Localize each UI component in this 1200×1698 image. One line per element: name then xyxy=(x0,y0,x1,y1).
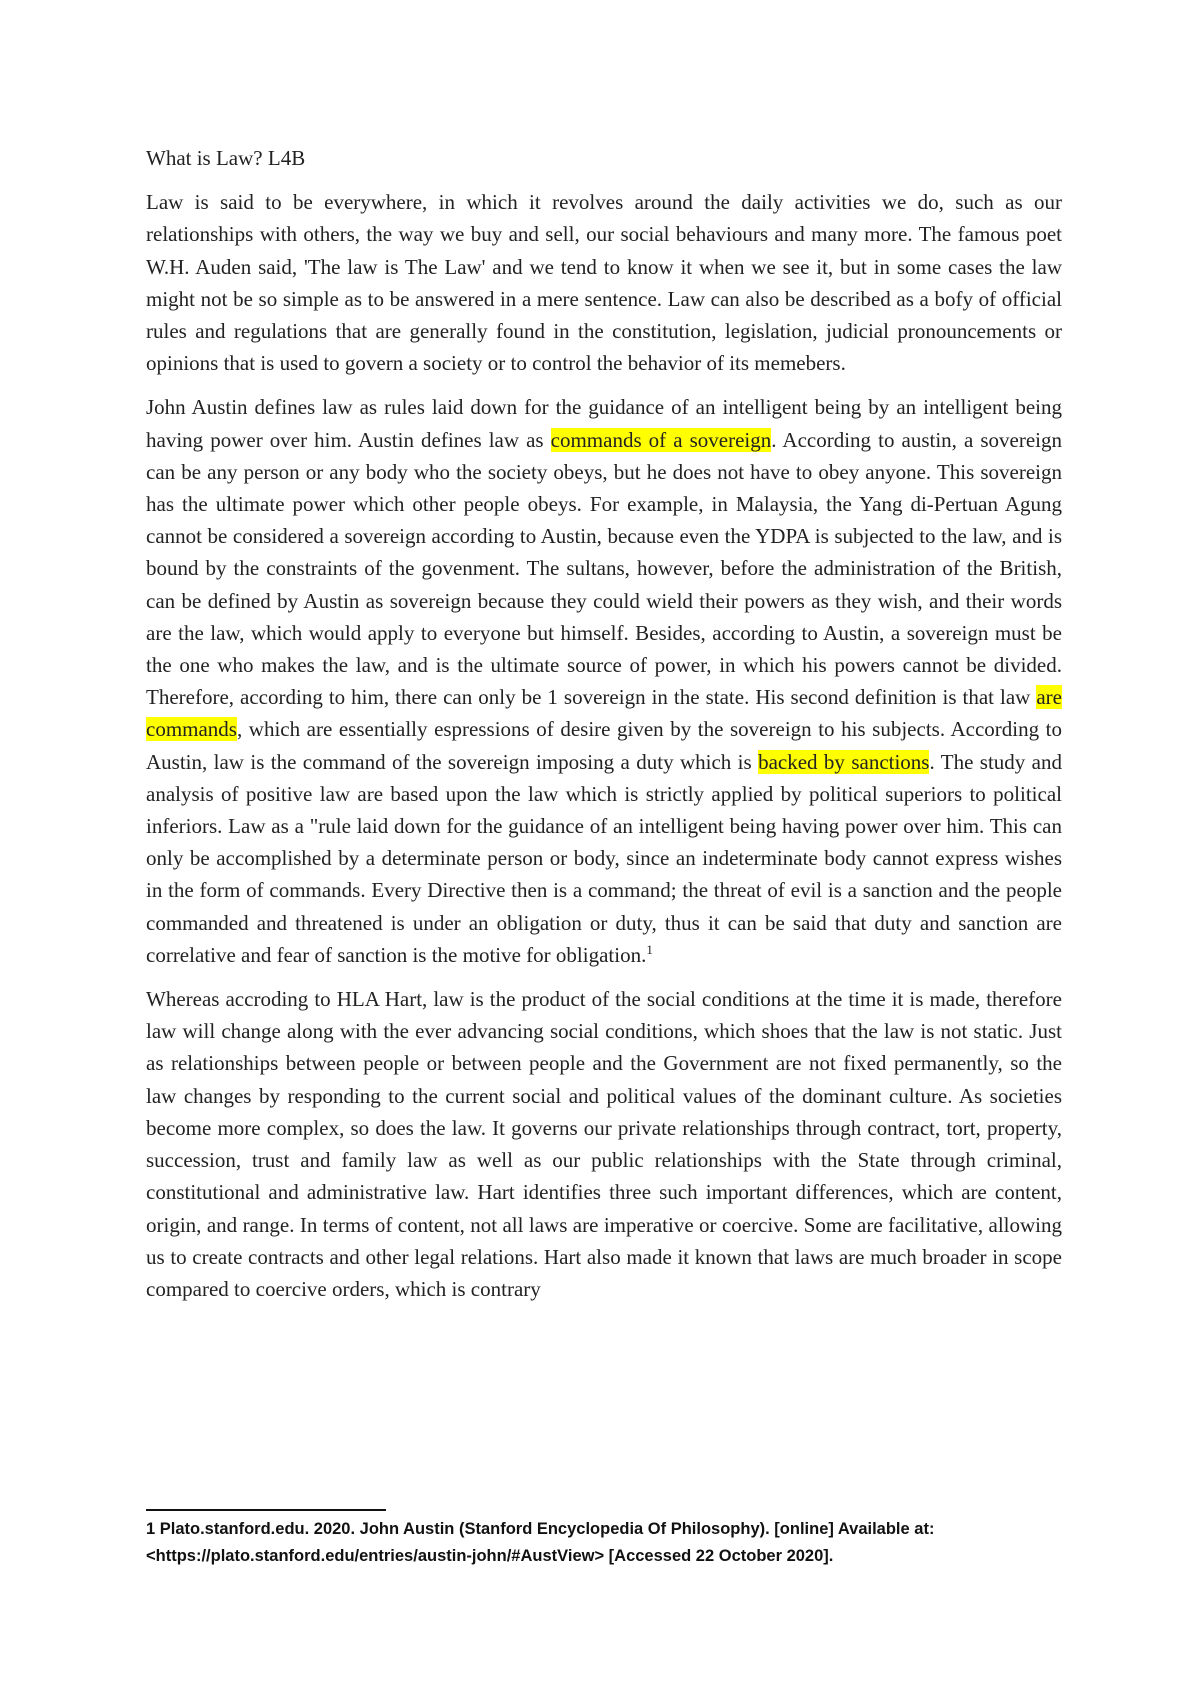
highlighted-text: are commands xyxy=(146,685,1062,742)
paragraph-1 xyxy=(146,186,1062,379)
paragraph-container xyxy=(146,186,1062,1305)
highlighted-text: commands of a sovereign xyxy=(550,427,772,452)
document-title: What is Law? L4B xyxy=(146,146,306,170)
paragraph-2 xyxy=(146,391,1062,971)
footnote-reference: 1 xyxy=(646,941,653,957)
paragraph-text: John Austin defines law as rules laid down for the guidance of an intelligent being by an intelligent being having power over him. Austin defines law as xyxy=(146,395,1062,452)
paragraph-3 xyxy=(146,983,1062,1305)
paragraph-text: . According to austin, a sovereign can be any person or any body who the society obeys, but he does not have to obey anyone. This sovereign has the ultimate power which other people obeys. For example, in Malaysia, the Yang di-Pertuan Agung cannot be considered a sovereign according to Austin, because even the YDPA is subjected to the law, and is bound by the constraints of the govenment. The sultans, however, before the administration of the British, can be defined by Austin as sovereign because they could wield their powers as they wish, and their words are the law, which would apply to everyone but himself. Besides, according to Austin, a sovereign must be the one who makes the law, and is the ultimate source of power, in which his powers cannot be divided. Therefore, according to him, there can only be 1 sovereign in the state. His second definition is that law xyxy=(146,427,1062,710)
paragraph-text: , which are essentially espressions of desire given by the sovereign to his subjects. According to Austin, law is the command of the sovereign imposing a duty which is xyxy=(146,717,1062,774)
footnote-line-2: <https://plato.stanford.edu/entries/austin-john/#AustView> [Accessed 22 October 2020]. xyxy=(146,1547,834,1565)
footnote-line-1: 1 Plato.stanford.edu. 2020. John Austin (Stanford Encyclopedia Of Philosophy). [online] Available at: xyxy=(146,1520,935,1538)
highlighted-text: backed by sanctions xyxy=(758,749,930,774)
footnote-separator xyxy=(146,1509,386,1511)
document-body xyxy=(146,142,1062,1317)
paragraph-text: Law is said to be everywhere, in which it revolves around the daily activities we do, such as our relationships with others, the way we buy and sell, our social behaviours and many more. The famous poet W.H. Auden said, 'The law is The Law' and we tend to know it when we see it, but in some cases the law might not be so simple as to be answered in a mere sentence. Law can also be described as a bofy of official rules and regulations that are generally found in the constitution, legislation, judicial pronouncements or opinions that is used to govern a society or to control the behavior of its memebers. xyxy=(146,190,1062,376)
paragraph-text: . The study and analysis of positive law are based upon the law which is strictly applied by political superiors to political inferiors. Law as a "rule laid down for the guidance of an intelligent being having power over him. This can only be accomplished by a determinate person or body, since an indeterminate body cannot express wishes in the form of commands. Every Directive then is a command; the threat of evil is a sanction and the people commanded and threatened is under an obligation or duty, thus it can be said that duty and sanction are correlative and fear of sanction is the motive for obligation. xyxy=(146,749,1063,967)
paragraph-text: Whereas accroding to HLA Hart, law is the product of the social conditions at the time it is made, therefore law will change along with the ever advancing social conditions, which shoes that the law is not static. Just as relationships between people or between people and the Government are not fixed permanently, so the law changes by responding to the current social and political values of the dominant culture. As societies become more complex, so does the law. It governs our private relationships through contract, tort, property, succession, trust and family law as well as our public relationships with the State through criminal, constitutional and administrative law. Hart identifies three such important differences, which are content, origin, and range. In terms of content, not all laws are imperative or coercive. Some are facilitative, allowing us to create contracts and other legal relations. Hart also made it known that laws are much broader in scope compared to coercive orders, which is contrary xyxy=(146,987,1062,1301)
footnote xyxy=(146,1516,1062,1570)
